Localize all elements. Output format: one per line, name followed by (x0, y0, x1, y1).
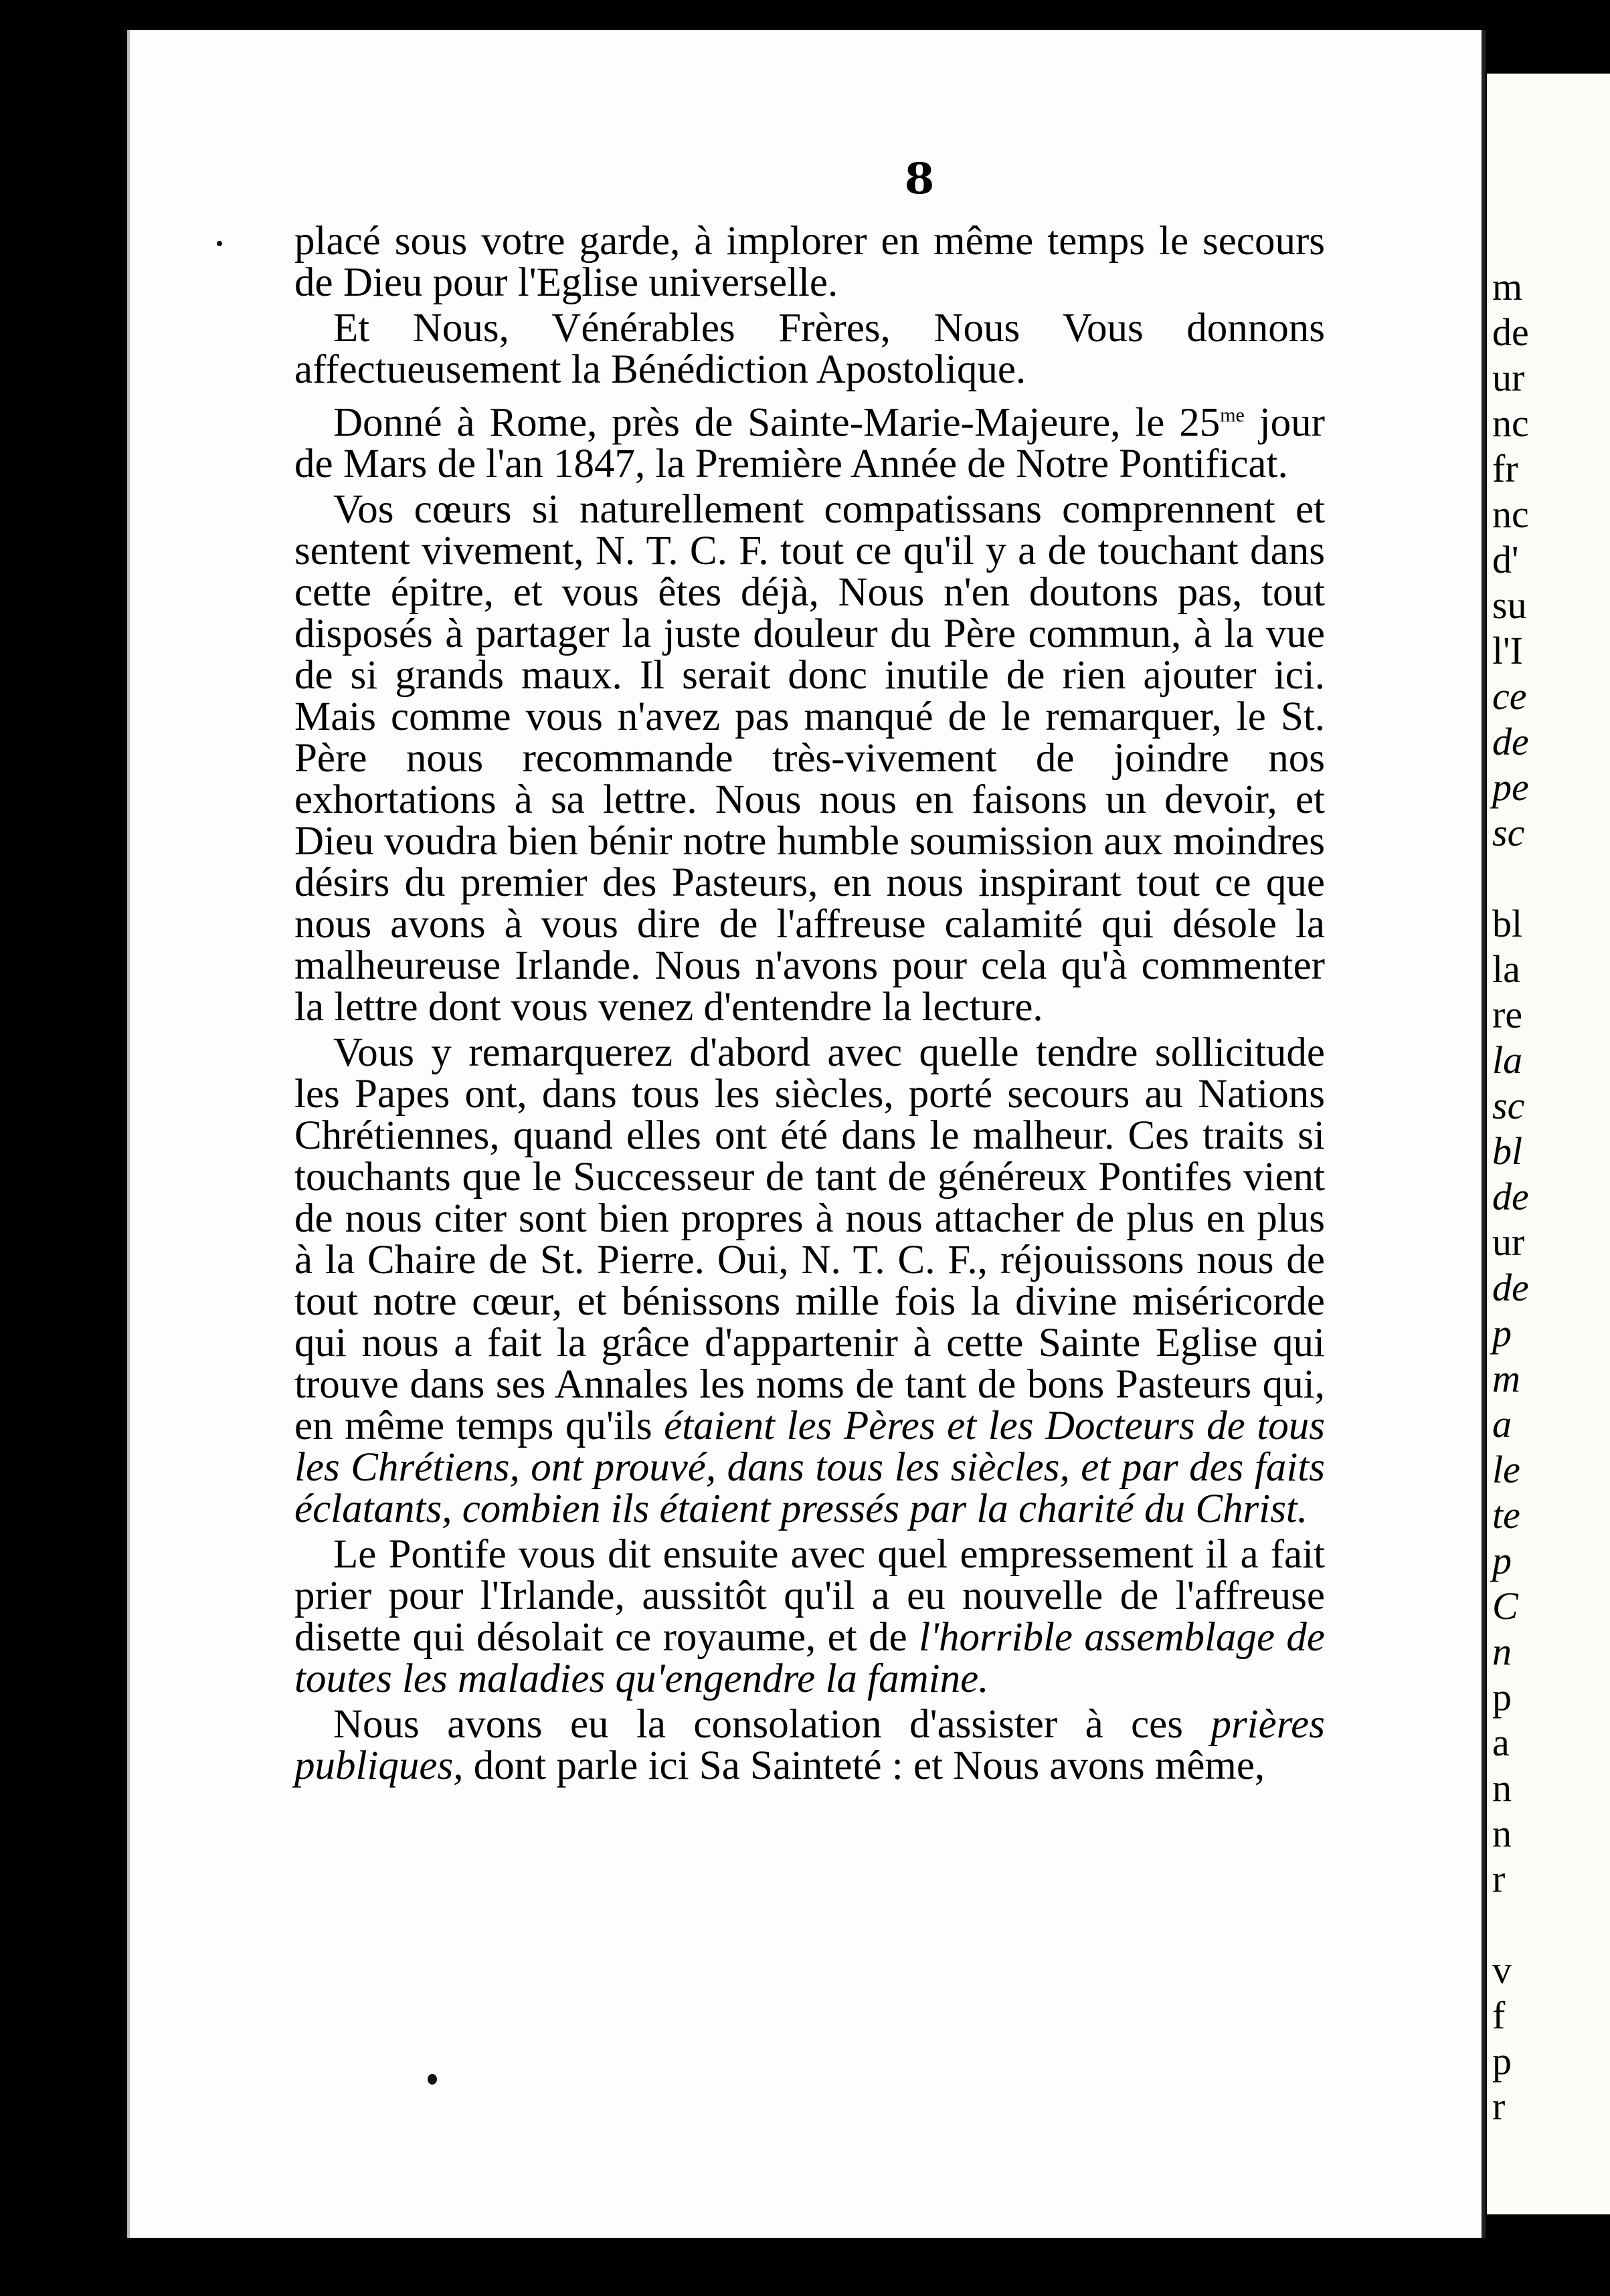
adjacent-page-edge (1487, 74, 1610, 2214)
adjacent-page-fragment: v (1492, 1948, 1512, 1992)
adjacent-page-fragment: bl (1492, 902, 1523, 945)
adjacent-page-fragment: p (1492, 1675, 1512, 1719)
adjacent-page-fragment: m (1492, 265, 1523, 308)
text-run: Vos cœurs si naturellement compatissans comprennent et sentent vivement, N. T. C. F. tout ce qu'il y a de touchant dans cette épitre, et vous êtes déjà, Nous n'en doutons pas, tout disposés à partager la juste douleur du Père commun, à la vue de si grands maux. Il serait donc inutile de rien ajouter ici. Mais comme vous n'avez pas manqué de le remarquer, le St. Père nous recommande très-vivement de joindre nos exhortations à sa lettre. Nous nous en faisons un devoir, et Dieu voudra bien bénir notre humble soumission aux moindres désirs du premier des Pasteurs, en nous inspirant tout ce que nous avons à vous dire de l'affreuse calamité qui désole la malheureuse Irlande. Nous n'avons pour cela qu'à commenter la lettre dont vous venez d'entendre la lecture. (294, 487, 1325, 1030)
text-run: Donné à Rome, près de Sainte-Marie-Majeure, le 25 (333, 400, 1221, 446)
superscript-text: me (1220, 404, 1245, 426)
text-run: Vous y remarquerez d'abord avec quelle tendre sollicitude les Papes ont, dans tous les siècles, porté secours au Nations Chrétiennes, quand elles ont été dans le malheur. Ces traits si touchants que le Successeur de tant de généreux Pontifes vient de nous citer sont bien propres à nous attacher de plus en plus à la Chaire de St. Pierre. Oui, N. T. C. F., réjouissons nous de tout notre cœur, et bénissons mille fois la divine miséricorde qui nous a fait la grâce d'appartenir à cette Sainte Eglise qui trouve dans ses Annales les noms de tant de bons Pasteurs qui, en même temps qu'ils (294, 1030, 1325, 1449)
adjacent-page-fragment: d' (1492, 538, 1519, 581)
adjacent-page-fragment: te (1492, 1493, 1520, 1537)
adjacent-page-fragment: bl (1492, 1129, 1523, 1173)
paragraph (294, 395, 1325, 485)
text-run: Et Nous, Vénérables Frères, Nous Vous donnons affectueusement la Bénédiction Apostolique. (294, 306, 1325, 392)
adjacent-page-fragment (1492, 1905, 1610, 1951)
adjacent-page-fragment: pe (1492, 765, 1529, 809)
adjacent-page-fragment: l'I (1492, 629, 1523, 672)
paragraph (294, 1534, 1325, 1700)
paragraph (294, 1704, 1325, 1787)
adjacent-page-fragment: C (1492, 1584, 1518, 1628)
paragraph (294, 308, 1325, 391)
page-number: 8 (904, 154, 935, 204)
adjacent-page-fragment (1492, 859, 1610, 904)
adjacent-page-fragment: la (1492, 1038, 1523, 1082)
adjacent-page-fragment: nc (1492, 401, 1529, 445)
adjacent-page-fragment: n (1492, 1812, 1512, 1855)
adjacent-page-fragment: a (1492, 1402, 1512, 1446)
text-run: jour de Mars de l'an 1847, la Première Année de Notre Pontificat. (294, 400, 1325, 487)
adjacent-page-fragment: ce (1492, 674, 1527, 718)
adjacent-page-fragment: m (1492, 1357, 1520, 1400)
italic-text: étaient les Pères et les Docteurs de tous les Chrétiens, ont prouvé, dans tous les siècles, et par des faits éclatants, combien ils étaient pressés par la charité du Christ. (294, 1404, 1325, 1532)
adjacent-page-fragment: re (1492, 993, 1523, 1036)
adjacent-page-fragment: su (1492, 583, 1527, 627)
text-run: Le Pontife vous dit ensuite avec quel empressement il a fait prier pour l'Irlande, aussitôt qu'il a eu nouvelle de l'affreuse disette qui désolait ce royaume, et de (294, 1532, 1325, 1660)
ink-speck (217, 241, 222, 246)
ink-speck (428, 2074, 437, 2085)
adjacent-page-fragment: nc (1492, 492, 1529, 536)
adjacent-page-fragment: de (1492, 1266, 1529, 1309)
adjacent-page-fragment: de (1492, 310, 1529, 354)
adjacent-page-fragment: ur (1492, 356, 1525, 399)
body-text (294, 221, 1325, 1791)
adjacent-page-fragment: f (1492, 1994, 1506, 2037)
text-run: placé sous votre garde, à implorer en même temps le secours de Dieu pour l'Eglise universelle. (294, 219, 1325, 305)
italic-text: l'horrible assemblage de toutes les maladies qu'engendre la famine. (294, 1615, 1325, 1702)
paragraph (294, 1032, 1325, 1530)
adjacent-page-fragment: p (1492, 1539, 1512, 1582)
adjacent-page-fragment: la (1492, 947, 1520, 991)
adjacent-page-fragment: sc (1492, 811, 1525, 854)
adjacent-page-fragment: p (1492, 1311, 1512, 1355)
adjacent-page-fragment: a (1492, 1721, 1510, 1764)
adjacent-page-fragment: le (1492, 1448, 1520, 1491)
adjacent-page-fragment: r (1492, 1857, 1506, 1901)
italic-text: prières publiques, (294, 1702, 1325, 1789)
adjacent-page-fragment: sc (1492, 1084, 1525, 1127)
paragraph (294, 221, 1325, 304)
adjacent-page-fragment: n (1492, 1630, 1512, 1673)
adjacent-page-fragment: ur (1492, 1220, 1525, 1264)
adjacent-page-fragment: p (1492, 2039, 1512, 2083)
adjacent-page-fragment: de (1492, 720, 1529, 763)
adjacent-page-fragment: fr (1492, 447, 1518, 490)
adjacent-page-fragment: r (1492, 2085, 1506, 2128)
adjacent-page-fragment: de (1492, 1175, 1529, 1218)
text-run: Nous avons eu la consolation d'assister à ces (333, 1702, 1211, 1747)
text-run: dont parle ici Sa Sainteté : et Nous avons même, (463, 1743, 1265, 1789)
adjacent-page-fragment: n (1492, 1766, 1512, 1810)
paragraph (294, 489, 1325, 1028)
